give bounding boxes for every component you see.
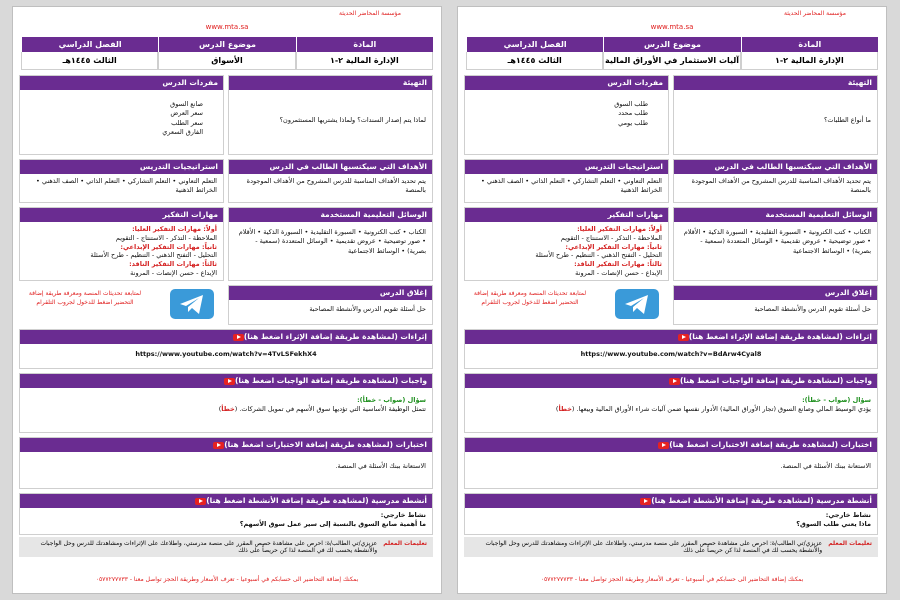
term-value: الثالث ١٤٤٥هـ bbox=[21, 52, 158, 70]
aids-title: الوسائل التعليمية المستخدمة bbox=[229, 208, 432, 222]
aids-title: الوسائل التعليمية المستخدمة bbox=[674, 208, 877, 222]
tests-title[interactable]: اختبارات (لمشاهدة طريقة إضافة الاختبارات اضغط هنا) bbox=[465, 438, 877, 452]
aids-text: الكتاب • كتب الكترونية • السبورة التقليدية • السبورة الذكية • الأقلام • صور توضيحية • عروض تقديمية • الوسائل المتعددة (سمعية - بصرية) • الوسائط الاجتماعية bbox=[683, 228, 871, 255]
tests-text: الاستعانة ببنك الأسئلة في المنصة. bbox=[335, 462, 426, 470]
thinking-text-3: الإبداع - حسن الإنصات - المرونة bbox=[130, 268, 217, 277]
notes-text: عزيزي/تي الطالب/ة: احرص على مشاهدة حصص المقرر على منصة مدرستي، واطلاعك على الإثراءات ومشاهدتك للدرس وحل الواجبات والأنشطة يحسب لك في المنصة لذا كن حريصاً على ذلك bbox=[485, 540, 823, 554]
vocab-item: طلب محدد bbox=[618, 109, 648, 118]
telegram-icon[interactable] bbox=[615, 289, 659, 319]
homework-question-type: سؤال (صواب - خطأ): bbox=[357, 396, 426, 404]
youtube-icon[interactable] bbox=[640, 498, 651, 505]
topic-value: الأسواق bbox=[158, 52, 295, 70]
intro-section bbox=[228, 75, 433, 155]
topic-header: موضوع الدرس bbox=[158, 37, 295, 52]
youtube-icon[interactable] bbox=[213, 442, 224, 449]
intro-text: ما أنواع الطلبات؟ bbox=[823, 116, 871, 124]
objectives-text: يتم تحديد الأهداف المناسبة للدرس المشروح من الأهداف الموجودة بالمنصة bbox=[691, 177, 871, 195]
strategies-title: استراتيجيات التدريس bbox=[20, 160, 223, 174]
thinking-title: مهارات التفكير bbox=[20, 208, 223, 222]
aids-section bbox=[673, 207, 878, 281]
notes-label: تعليمات المعلم bbox=[383, 540, 427, 547]
strategies-text: التعلم التعاوني • التعلم التشاركي • التعلم الذاتي • الصف الذهني • الخرائط الذهنية bbox=[36, 177, 217, 195]
enrich-link[interactable]: https://www.youtube.com/watch?v=BdArw4Cyal8 bbox=[580, 350, 762, 358]
telegram-promo[interactable] bbox=[19, 285, 224, 331]
tests-section bbox=[19, 437, 433, 489]
activity-text: ما أهمية صانع السوق بالنسبة إلى سير عمل سوق الأسهم؟ bbox=[239, 520, 426, 529]
activities-section bbox=[19, 493, 433, 535]
page-header bbox=[13, 7, 441, 37]
intro-section bbox=[673, 75, 878, 155]
thinking-level-2: ثانياً: مهارات التفكير الإبداعي: bbox=[565, 242, 662, 251]
tests-title[interactable]: اختبارات (لمشاهدة طريقة إضافة الاختبارات اضغط هنا) bbox=[20, 438, 432, 452]
objectives-section bbox=[228, 159, 433, 203]
thinking-text-1: الملاحظة - التذكر - الاستنتاج - التقويم bbox=[115, 233, 217, 242]
site-url[interactable]: www.mta.sa bbox=[650, 23, 694, 31]
tests-section bbox=[464, 437, 878, 489]
promo-text: لمتابعة تحديثات المنصة ومعرفة طريقة إضافة التحضير اضغط للدخول لجروب التلقرام bbox=[473, 290, 587, 306]
enrich-title[interactable]: إثراءات (لمشاهدة طريقة إضافة الإثراء اضغط هنا) bbox=[465, 330, 877, 344]
lesson-page-left bbox=[12, 6, 442, 594]
strategies-section bbox=[19, 159, 224, 203]
homework-answer: خطأ bbox=[221, 405, 235, 414]
thinking-text-3: الإبداع - حسن الإنصات - المرونة bbox=[575, 268, 662, 277]
activities-title[interactable]: أنشطة مدرسية (لمشاهدة طريقة إضافة الأنشطة اضغط هنا) bbox=[20, 494, 432, 508]
closing-title: إغلاق الدرس bbox=[674, 286, 877, 300]
vocab-item: سعر الطلب bbox=[171, 118, 203, 127]
vocab-item: الفارق السعري bbox=[162, 128, 203, 137]
thinking-text-1: الملاحظة - التذكر - الاستنتاج - التقويم bbox=[560, 233, 662, 242]
enrich-title[interactable]: إثراءات (لمشاهدة طريقة إضافة الإثراء اضغط هنا) bbox=[20, 330, 432, 344]
youtube-icon[interactable] bbox=[233, 334, 244, 341]
thinking-level-1: أولاً: مهارات التفكير العليا: bbox=[132, 225, 217, 233]
term-header: الفصل الدراسي bbox=[21, 37, 158, 52]
enrich-section bbox=[464, 329, 878, 369]
vocab-item: طلب السوق bbox=[614, 100, 648, 108]
activity-text: ماذا يعني طلب السوق؟ bbox=[796, 520, 871, 529]
thinking-text-2: التحليل - التفتح الذهني - التنظيم - طرح الأسئلة bbox=[535, 251, 662, 260]
closing-title: إغلاق الدرس bbox=[229, 286, 432, 300]
activities-section bbox=[464, 493, 878, 535]
youtube-icon[interactable] bbox=[195, 498, 206, 505]
objectives-section bbox=[673, 159, 878, 203]
homework-title[interactable]: واجبات (لمشاهدة طريقة إضافة الواجبات اضغط هنا) bbox=[465, 374, 877, 388]
page-footer: بمكنك إضافة التحاضير الى حسابكم في أسبوعيا - تعرف الأسعار وطريقة الحجز تواصل معنا - ٠٥٧٧٢٧٧٧٣٣ bbox=[95, 576, 359, 583]
thinking-level-1: أولاً: مهارات التفكير العليا: bbox=[577, 225, 662, 233]
homework-body bbox=[465, 388, 877, 418]
objectives-text: يتم تحديد الأهداف المناسبة للدرس المشروح من الأهداف الموجودة بالمنصة bbox=[246, 177, 426, 195]
activities-title[interactable]: أنشطة مدرسية (لمشاهدة طريقة إضافة الأنشطة اضغط هنا) bbox=[465, 494, 877, 508]
vocab-title: مفردات الدرس bbox=[465, 76, 668, 90]
homework-question-type: سؤال (صواب - خطأ): bbox=[802, 396, 871, 404]
thinking-text-2: التحليل - التفتح الذهني - التنظيم - طرح الأسئلة bbox=[90, 251, 217, 260]
vocab-item: سعر العرض bbox=[170, 109, 203, 118]
thinking-list bbox=[465, 222, 668, 281]
telegram-icon[interactable] bbox=[170, 289, 214, 319]
closing-text: حل أسئلة تقويم الدرس والأنشطة المصاحبة bbox=[754, 305, 871, 313]
promo-text: لمتابعة تحديثات المنصة ومعرفة طريقة إضافة التحضير اضغط للدخول لجروب التلقرام bbox=[28, 290, 142, 306]
thinking-level-2: ثانياً: مهارات التفكير الإبداعي: bbox=[120, 242, 217, 251]
thinking-section bbox=[464, 207, 669, 281]
term-value: الثالث ١٤٤٥هـ bbox=[466, 52, 603, 70]
term-header: الفصل الدراسي bbox=[466, 37, 603, 52]
notes-text: عزيزي/تي الطالب/ة: احرص على مشاهدة حصص المقرر على منصة مدرستي، واطلاعك على الإثراءات ومشاهدتك للدرس وحل الواجبات والأنشطة يحسب لك في المنصة لذا كن حريصاً على ذلك bbox=[40, 540, 378, 554]
org-name: مؤسسة المحاضر الحديثة bbox=[338, 10, 401, 17]
topic-value: آليات الاستثمار في الأوراق المالية bbox=[603, 52, 740, 70]
homework-section bbox=[19, 373, 433, 433]
enrich-section bbox=[19, 329, 433, 369]
subject-value: الإدارة المالية ٢-١ bbox=[741, 52, 878, 70]
youtube-icon[interactable] bbox=[669, 378, 680, 385]
activities-body bbox=[20, 508, 432, 533]
homework-title[interactable]: واجبات (لمشاهدة طريقة إضافة الواجبات اضغط هنا) bbox=[20, 374, 432, 388]
thinking-list bbox=[20, 222, 223, 281]
subject-header: المادة bbox=[741, 37, 878, 52]
teacher-notes bbox=[19, 537, 433, 557]
subject-value: الإدارة المالية ٢-١ bbox=[296, 52, 433, 70]
objectives-title: الأهداف التي سيكتسبها الطالب في الدرس bbox=[674, 160, 877, 174]
thinking-level-3: ثالثاً: مهارات التفكير الناقد: bbox=[574, 260, 662, 269]
telegram-promo[interactable] bbox=[464, 285, 669, 331]
activity-label: نشاط خارجي: bbox=[825, 511, 871, 519]
closing-section bbox=[673, 285, 878, 325]
lesson-page-right bbox=[457, 6, 887, 594]
vocab-item: طلب يومي bbox=[618, 118, 648, 127]
homework-section bbox=[464, 373, 878, 433]
homework-answer: خطأ bbox=[558, 405, 572, 414]
activity-label: نشاط خارجي: bbox=[380, 511, 426, 519]
strategies-text: التعلم التعاوني • التعلم التشاركي • التعلم الذاتي • الصف الذهني • الخرائط الذهنية bbox=[481, 177, 662, 195]
closing-text: حل أسئلة تقويم الدرس والأنشطة المصاحبة bbox=[309, 305, 426, 313]
page-footer: بمكنك إضافة التحاضير الى حسابكم في أسبوعيا - تعرف الأسعار وطريقة الحجز تواصل معنا - ٠٥٧٧٢٧٧٧٣٣ bbox=[540, 576, 804, 583]
youtube-icon[interactable] bbox=[678, 334, 689, 341]
homework-body bbox=[20, 388, 432, 418]
activities-body bbox=[465, 508, 877, 533]
thinking-section bbox=[19, 207, 224, 281]
vocab-title: مفردات الدرس bbox=[20, 76, 223, 90]
thinking-title: مهارات التفكير bbox=[465, 208, 668, 222]
aids-section bbox=[228, 207, 433, 281]
aids-text: الكتاب • كتب الكترونية • السبورة التقليدية • السبورة الذكية • الأقلام • صور توضيحية • عروض تقديمية • الوسائل المتعددة (سمعية - بصرية) • الوسائط الاجتماعية bbox=[238, 228, 426, 255]
tests-text: الاستعانة ببنك الأسئلة في المنصة. bbox=[780, 462, 871, 470]
teacher-notes bbox=[464, 537, 878, 557]
closing-section bbox=[228, 285, 433, 325]
lesson-meta-table bbox=[466, 37, 878, 70]
vocab-item: صانع السوق bbox=[170, 100, 203, 108]
page-header bbox=[458, 7, 886, 37]
vocab-section bbox=[19, 75, 224, 155]
subject-header: المادة bbox=[296, 37, 433, 52]
vocab-section bbox=[464, 75, 669, 155]
enrich-link[interactable]: https://www.youtube.com/watch?v=4TvLSFekhX4 bbox=[135, 350, 317, 358]
notes-label: تعليمات المعلم bbox=[828, 540, 872, 547]
vocab-list bbox=[465, 90, 668, 131]
homework-question: تتمثل الوظيفة الأساسية التي تؤديها سوق الأسهم في تمويل الشركات. (خطأ) bbox=[218, 405, 426, 414]
strategies-title: استراتيجيات التدريس bbox=[465, 160, 668, 174]
youtube-icon[interactable] bbox=[658, 442, 669, 449]
lesson-meta-table bbox=[21, 37, 433, 70]
intro-text: لماذا يتم إصدار السندات؟ ولماذا يشتريها المستثمرون؟ bbox=[279, 116, 426, 124]
org-name: مؤسسة المحاضر الحديثة bbox=[783, 10, 846, 17]
site-url[interactable]: www.mta.sa bbox=[205, 23, 249, 31]
strategies-section bbox=[464, 159, 669, 203]
youtube-icon[interactable] bbox=[224, 378, 235, 385]
objectives-title: الأهداف التي سيكتسبها الطالب في الدرس bbox=[229, 160, 432, 174]
topic-header: موضوع الدرس bbox=[603, 37, 740, 52]
homework-question: يؤدي الوسيط المالي وصانع السوق (تجار الأوراق المالية) الأدوار نفسها ضمن آليات شراء الأوراق المالية وبيعها. (خطأ) bbox=[555, 405, 871, 414]
thinking-level-3: ثالثاً: مهارات التفكير الناقد: bbox=[129, 260, 217, 269]
intro-title: التهيئة bbox=[674, 76, 877, 90]
intro-title: التهيئة bbox=[229, 76, 432, 90]
vocab-list bbox=[20, 90, 223, 141]
